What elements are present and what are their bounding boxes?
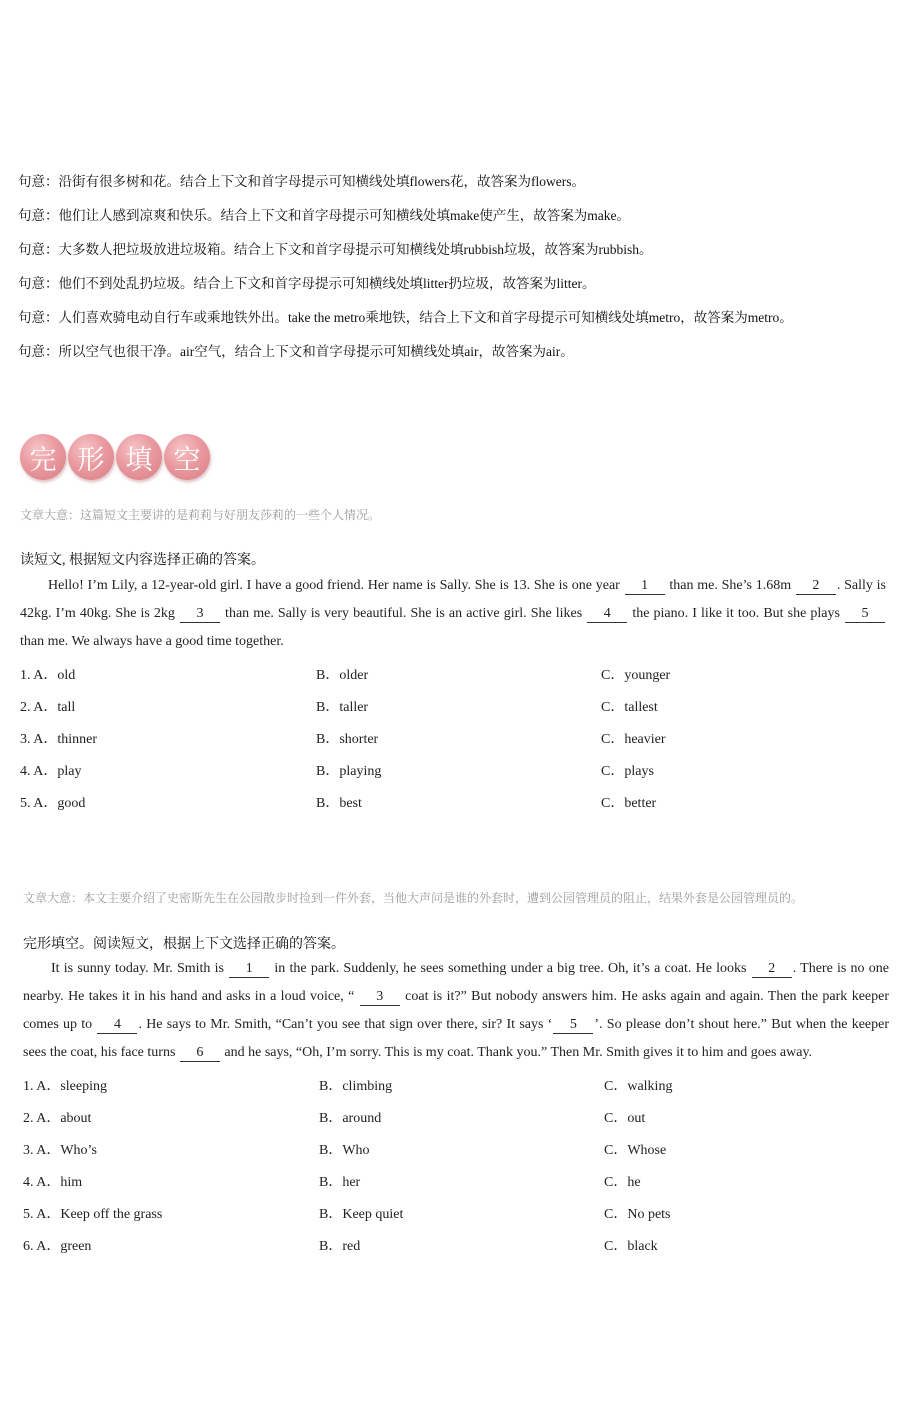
option-c[interactable]: C．Whose — [604, 1143, 667, 1158]
answer-blank[interactable]: 3 — [180, 606, 220, 623]
passage-text: in the park. Suddenly, he sees something under a big tree. Oh, it’s a coat. He looks — [270, 961, 751, 976]
passage-text: than me. We always have a good time together. — [20, 634, 284, 649]
explanation-line-3: 句意：大多数人把垃圾放进垃圾箱。结合上下文和首字母提示可知横线处填rubbish垃圾，故答案为rubbish。 — [18, 242, 653, 257]
option-b[interactable]: B．playing — [316, 764, 382, 779]
option-a[interactable]: 1. A．old — [20, 668, 76, 683]
question-row — [20, 664, 886, 682]
option-a[interactable]: 4. A．him — [23, 1175, 83, 1190]
option-a[interactable]: 6. A．green — [23, 1239, 92, 1254]
option-a[interactable]: 3. A．thinner — [20, 732, 97, 747]
answer-blank[interactable]: 2 — [796, 578, 836, 595]
passage-text: and he says, “Oh, I’m sorry. This is my coat. Thank you.” Then Mr. Smith gives it to him and goes away. — [220, 1045, 813, 1060]
article-gist-2: 文章大意：本文主要介绍了史密斯先生在公园散步时捡到一件外套，当他大声问是谁的外套时，遭到公园管理员的阻止，结果外套是公园管理员的。 — [23, 891, 804, 905]
passage-text: . There is no one nearby. He takes it in his hand and asks in a loud voice, “ — [23, 961, 889, 1004]
option-a[interactable]: 3. A．Who’s — [23, 1143, 97, 1158]
option-c[interactable]: C．out — [604, 1111, 646, 1126]
passage-text: Hello! I’m Lily, a 12-year-old girl. I have a good friend. Her name is Sally. She is 13. She is one year — [48, 578, 624, 593]
article-gist-1: 文章大意：这篇短文主要讲的是莉莉与好朋友莎莉的一些个人情况。 — [20, 508, 381, 522]
explanation-line-5: 句意：人们喜欢骑电动自行车或乘地铁外出。take the metro乘地铁，结合上下文和首字母提示可知横线处填metro，故答案为metro。 — [18, 310, 793, 325]
passage-text: . Sally is 42kg. I’m 40kg. She is 2kg — [20, 578, 886, 621]
option-a[interactable]: 2. A．about — [23, 1111, 92, 1126]
option-c[interactable]: C．No pets — [604, 1207, 671, 1222]
option-c[interactable]: C．he — [604, 1175, 641, 1190]
answer-blank[interactable]: 3 — [360, 989, 400, 1006]
passage-1 — [20, 572, 886, 656]
question-row — [20, 792, 886, 810]
option-b[interactable]: B．her — [319, 1175, 361, 1190]
option-a[interactable]: 4. A．play — [20, 764, 82, 779]
option-a[interactable]: 2. A．tall — [20, 700, 76, 715]
answer-blank[interactable]: 4 — [97, 1017, 137, 1034]
option-b[interactable]: B．climbing — [319, 1079, 393, 1094]
question-row — [23, 1203, 889, 1221]
option-c[interactable]: C．heavier — [601, 732, 666, 747]
option-a[interactable]: 5. A．good — [20, 796, 86, 811]
answer-blank[interactable]: 4 — [587, 606, 627, 623]
explanation-line-1: 句意：沿街有很多树和花。结合上下文和首字母提示可知横线处填flowers花，故答案为flowers。 — [18, 174, 585, 189]
option-b[interactable]: B．shorter — [316, 732, 379, 747]
option-c[interactable]: C．better — [601, 796, 657, 811]
option-b[interactable]: B．best — [316, 796, 362, 811]
option-b[interactable]: B．Who — [319, 1143, 370, 1158]
option-c[interactable]: C．black — [604, 1239, 658, 1254]
question-row — [23, 1139, 889, 1157]
answer-blank[interactable]: 5 — [553, 1017, 593, 1034]
option-a[interactable]: 5. A．Keep off the grass — [23, 1207, 163, 1222]
option-b[interactable]: B．Keep quiet — [319, 1207, 404, 1222]
section-heading-char: 形 — [68, 434, 114, 480]
option-b[interactable]: B．taller — [316, 700, 369, 715]
question-row — [23, 1075, 889, 1093]
section-heading-char: 填 — [116, 434, 162, 480]
passage-text: ’. So please don’t shout here.” But when the keeper sees the coat, his face turns — [23, 1017, 890, 1060]
instruction-2: 完形填空。阅读短文，根据上下文选择正确的答案。 — [23, 937, 345, 952]
question-row — [20, 696, 886, 714]
explanation-line-4: 句意：他们不到处乱扔垃圾。结合上下文和首字母提示可知横线处填litter扔垃圾，故答案为litter。 — [18, 276, 596, 291]
question-row — [23, 1107, 889, 1125]
passage-text: than me. She’s 1.68m — [665, 578, 795, 593]
passage-text: It is sunny today. Mr. Smith is — [51, 961, 229, 976]
section-heading-char: 完 — [20, 434, 66, 480]
option-c[interactable]: C．tallest — [601, 700, 658, 715]
answer-blank[interactable]: 2 — [752, 961, 792, 978]
question-row — [23, 1235, 889, 1253]
answer-blank[interactable]: 5 — [845, 606, 885, 623]
option-c[interactable]: C．walking — [604, 1079, 673, 1094]
passage-text: coat is it?” But nobody answers him. He asks again and again. Then the park keeper comes up to — [23, 989, 890, 1032]
option-b[interactable]: B．around — [319, 1111, 382, 1126]
passage-text: than me. Sally is very beautiful. She is an active girl. She likes — [220, 606, 587, 621]
option-b[interactable]: B．red — [319, 1239, 361, 1254]
option-b[interactable]: B．older — [316, 668, 369, 683]
question-row — [20, 760, 886, 778]
passage-text: the piano. I like it too. But she plays — [628, 606, 844, 621]
question-row — [23, 1171, 889, 1189]
option-c[interactable]: C．plays — [601, 764, 654, 779]
passage-text: . He says to Mr. Smith, “Can’t you see that sign over there, sir? It says ‘ — [138, 1017, 553, 1032]
instruction-1: 读短文, 根据短文内容选择正确的答案。 — [20, 553, 265, 568]
option-a[interactable]: 1. A．sleeping — [23, 1079, 107, 1094]
explanation-line-6: 句意：所以空气也很干净。air空气，结合上下文和首字母提示可知横线处填air，故答案为air。 — [18, 344, 574, 359]
answer-blank[interactable]: 1 — [625, 578, 665, 595]
passage-2 — [23, 955, 889, 1067]
explanation-line-2: 句意：他们让人感到凉爽和快乐。结合上下文和首字母提示可知横线处填make使产生，故答案为make。 — [18, 208, 630, 223]
answer-blank[interactable]: 1 — [229, 961, 269, 978]
question-row — [20, 728, 886, 746]
answer-blank[interactable]: 6 — [180, 1045, 220, 1062]
section-heading-cloze — [20, 434, 210, 480]
section-heading-char: 空 — [164, 434, 210, 480]
option-c[interactable]: C．younger — [601, 668, 671, 683]
